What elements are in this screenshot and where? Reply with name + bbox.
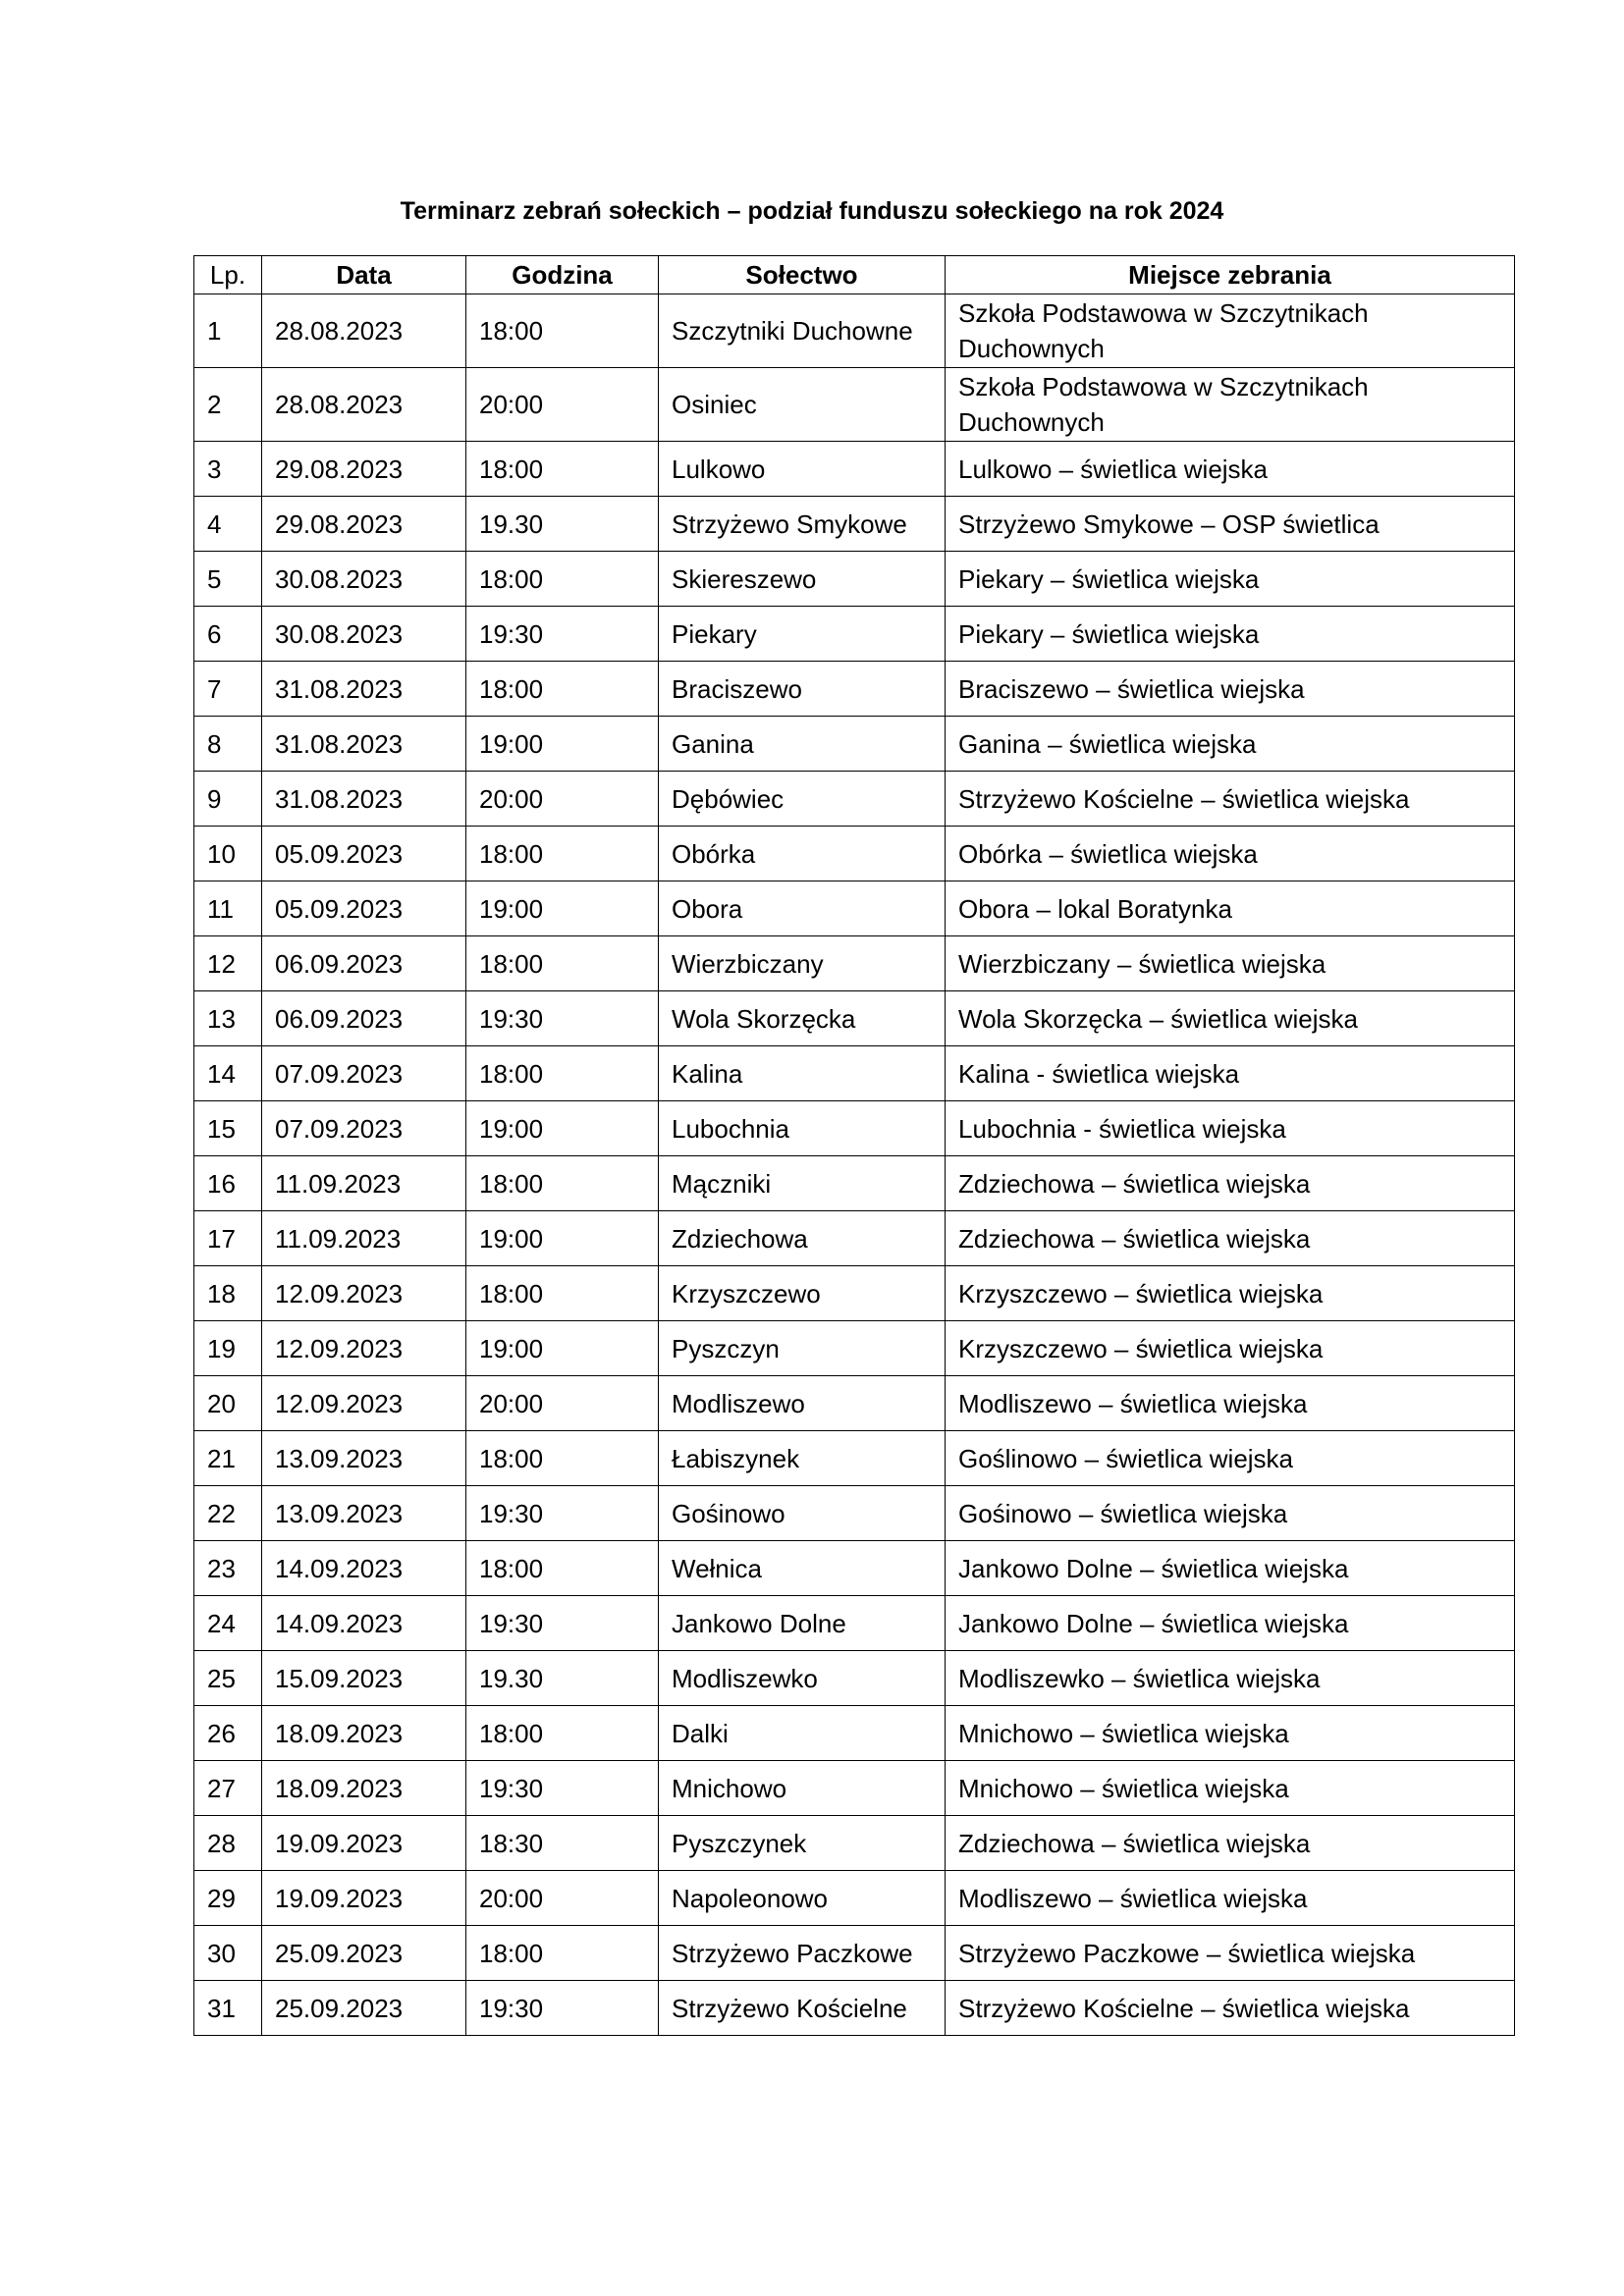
table-row bbox=[194, 1596, 1515, 1651]
cell-village: Dalki bbox=[659, 1706, 946, 1761]
cell-date: 12.09.2023 bbox=[262, 1376, 466, 1431]
cell-time: 18:00 bbox=[466, 1431, 659, 1486]
table-row bbox=[194, 772, 1515, 827]
cell-lp: 14 bbox=[194, 1046, 262, 1101]
table-row bbox=[194, 1981, 1515, 2036]
cell-village: Gośinowo bbox=[659, 1486, 946, 1541]
cell-date: 28.08.2023 bbox=[262, 368, 466, 442]
cell-date: 11.09.2023 bbox=[262, 1156, 466, 1211]
cell-time: 19.30 bbox=[466, 497, 659, 552]
table-row bbox=[194, 1321, 1515, 1376]
cell-date: 25.09.2023 bbox=[262, 1926, 466, 1981]
cell-place: Strzyżewo Smykowe – OSP świetlica bbox=[946, 497, 1515, 552]
cell-village: Obora bbox=[659, 881, 946, 936]
table-row bbox=[194, 1871, 1515, 1926]
table-row bbox=[194, 1266, 1515, 1321]
cell-village: Wola Skorzęcka bbox=[659, 991, 946, 1046]
cell-lp: 7 bbox=[194, 662, 262, 717]
cell-place: Zdziechowa – świetlica wiejska bbox=[946, 1156, 1515, 1211]
cell-time: 20:00 bbox=[466, 1871, 659, 1926]
cell-time: 20:00 bbox=[466, 772, 659, 827]
cell-village: Napoleonowo bbox=[659, 1871, 946, 1926]
cell-village: Krzyszczewo bbox=[659, 1266, 946, 1321]
cell-date: 11.09.2023 bbox=[262, 1211, 466, 1266]
cell-lp: 13 bbox=[194, 991, 262, 1046]
cell-lp: 27 bbox=[194, 1761, 262, 1816]
header-date: Data bbox=[262, 256, 466, 294]
table-row bbox=[194, 1651, 1515, 1706]
cell-time: 19:30 bbox=[466, 1981, 659, 2036]
cell-date: 14.09.2023 bbox=[262, 1541, 466, 1596]
cell-date: 30.08.2023 bbox=[262, 552, 466, 607]
cell-place: Modliszewo – świetlica wiejska bbox=[946, 1376, 1515, 1431]
cell-village: Dębówiec bbox=[659, 772, 946, 827]
cell-date: 12.09.2023 bbox=[262, 1321, 466, 1376]
cell-village: Mączniki bbox=[659, 1156, 946, 1211]
cell-place: Zdziechowa – świetlica wiejska bbox=[946, 1211, 1515, 1266]
cell-lp: 9 bbox=[194, 772, 262, 827]
cell-time: 19:00 bbox=[466, 881, 659, 936]
cell-time: 18:30 bbox=[466, 1816, 659, 1871]
cell-place: Strzyżewo Kościelne – świetlica wiejska bbox=[946, 772, 1515, 827]
cell-lp: 22 bbox=[194, 1486, 262, 1541]
cell-date: 28.08.2023 bbox=[262, 294, 466, 368]
cell-place: Lubochnia - świetlica wiejska bbox=[946, 1101, 1515, 1156]
cell-village: Wełnica bbox=[659, 1541, 946, 1596]
table-row bbox=[194, 442, 1515, 497]
cell-time: 18:00 bbox=[466, 827, 659, 881]
cell-lp: 6 bbox=[194, 607, 262, 662]
cell-lp: 8 bbox=[194, 717, 262, 772]
cell-lp: 5 bbox=[194, 552, 262, 607]
cell-time: 19:00 bbox=[466, 1101, 659, 1156]
table-row bbox=[194, 1761, 1515, 1816]
table-body bbox=[194, 294, 1515, 2036]
table-row bbox=[194, 1046, 1515, 1101]
cell-place: Obora – lokal Boratynka bbox=[946, 881, 1515, 936]
cell-lp: 17 bbox=[194, 1211, 262, 1266]
cell-time: 18:00 bbox=[466, 662, 659, 717]
cell-date: 31.08.2023 bbox=[262, 662, 466, 717]
cell-village: Lulkowo bbox=[659, 442, 946, 497]
cell-time: 19:00 bbox=[466, 1321, 659, 1376]
cell-place: Zdziechowa – świetlica wiejska bbox=[946, 1816, 1515, 1871]
table-row bbox=[194, 1486, 1515, 1541]
cell-lp: 31 bbox=[194, 1981, 262, 2036]
cell-date: 06.09.2023 bbox=[262, 991, 466, 1046]
cell-village: Strzyżewo Smykowe bbox=[659, 497, 946, 552]
cell-lp: 15 bbox=[194, 1101, 262, 1156]
cell-village: Kalina bbox=[659, 1046, 946, 1101]
cell-date: 13.09.2023 bbox=[262, 1486, 466, 1541]
header-row bbox=[194, 256, 1515, 294]
cell-time: 19.30 bbox=[466, 1651, 659, 1706]
table-row bbox=[194, 294, 1515, 368]
cell-time: 18:00 bbox=[466, 1266, 659, 1321]
cell-village: Lubochnia bbox=[659, 1101, 946, 1156]
cell-time: 18:00 bbox=[466, 1706, 659, 1761]
cell-place: Piekary – świetlica wiejska bbox=[946, 552, 1515, 607]
cell-lp: 10 bbox=[194, 827, 262, 881]
cell-date: 19.09.2023 bbox=[262, 1871, 466, 1926]
cell-date: 13.09.2023 bbox=[262, 1431, 466, 1486]
cell-place: Strzyżewo Paczkowe – świetlica wiejska bbox=[946, 1926, 1515, 1981]
cell-time: 19:30 bbox=[466, 607, 659, 662]
table-row bbox=[194, 662, 1515, 717]
table-row bbox=[194, 1706, 1515, 1761]
table-row bbox=[194, 991, 1515, 1046]
table-row bbox=[194, 552, 1515, 607]
table-row bbox=[194, 497, 1515, 552]
cell-place: Krzyszczewo – świetlica wiejska bbox=[946, 1321, 1515, 1376]
cell-time: 18:00 bbox=[466, 442, 659, 497]
cell-lp: 18 bbox=[194, 1266, 262, 1321]
cell-place: Mnichowo – świetlica wiejska bbox=[946, 1706, 1515, 1761]
cell-time: 18:00 bbox=[466, 552, 659, 607]
table-row bbox=[194, 936, 1515, 991]
cell-place: Lulkowo – świetlica wiejska bbox=[946, 442, 1515, 497]
header-time: Godzina bbox=[466, 256, 659, 294]
cell-date: 05.09.2023 bbox=[262, 881, 466, 936]
cell-time: 18:00 bbox=[466, 1046, 659, 1101]
cell-date: 25.09.2023 bbox=[262, 1981, 466, 2036]
cell-time: 19:30 bbox=[466, 991, 659, 1046]
cell-date: 29.08.2023 bbox=[262, 442, 466, 497]
cell-date: 30.08.2023 bbox=[262, 607, 466, 662]
meeting-schedule-table bbox=[193, 255, 1515, 2036]
cell-date: 18.09.2023 bbox=[262, 1706, 466, 1761]
cell-time: 20:00 bbox=[466, 368, 659, 442]
cell-date: 18.09.2023 bbox=[262, 1761, 466, 1816]
cell-place: Wola Skorzęcka – świetlica wiejska bbox=[946, 991, 1515, 1046]
cell-place: Obórka – świetlica wiejska bbox=[946, 827, 1515, 881]
table-row bbox=[194, 1926, 1515, 1981]
cell-date: 31.08.2023 bbox=[262, 772, 466, 827]
cell-lp: 3 bbox=[194, 442, 262, 497]
cell-place: Strzyżewo Kościelne – świetlica wiejska bbox=[946, 1981, 1515, 2036]
cell-village: Piekary bbox=[659, 607, 946, 662]
cell-time: 19:30 bbox=[466, 1761, 659, 1816]
cell-place: Wierzbiczany – świetlica wiejska bbox=[946, 936, 1515, 991]
cell-village: Pyszczyn bbox=[659, 1321, 946, 1376]
cell-date: 15.09.2023 bbox=[262, 1651, 466, 1706]
cell-village: Modliszewo bbox=[659, 1376, 946, 1431]
cell-date: 29.08.2023 bbox=[262, 497, 466, 552]
cell-date: 07.09.2023 bbox=[262, 1101, 466, 1156]
cell-lp: 30 bbox=[194, 1926, 262, 1981]
cell-village: Pyszczynek bbox=[659, 1816, 946, 1871]
cell-lp: 16 bbox=[194, 1156, 262, 1211]
cell-lp: 28 bbox=[194, 1816, 262, 1871]
cell-lp: 24 bbox=[194, 1596, 262, 1651]
cell-lp: 2 bbox=[194, 368, 262, 442]
cell-place: Jankowo Dolne – świetlica wiejska bbox=[946, 1541, 1515, 1596]
table-row bbox=[194, 1156, 1515, 1211]
cell-village: Strzyżewo Paczkowe bbox=[659, 1926, 946, 1981]
cell-time: 19:30 bbox=[466, 1486, 659, 1541]
cell-village: Skiereszewo bbox=[659, 552, 946, 607]
cell-lp: 25 bbox=[194, 1651, 262, 1706]
cell-time: 18:00 bbox=[466, 1926, 659, 1981]
cell-lp: 23 bbox=[194, 1541, 262, 1596]
cell-time: 18:00 bbox=[466, 1156, 659, 1211]
table-row bbox=[194, 1101, 1515, 1156]
cell-date: 31.08.2023 bbox=[262, 717, 466, 772]
cell-village: Zdziechowa bbox=[659, 1211, 946, 1266]
cell-time: 18:00 bbox=[466, 1541, 659, 1596]
cell-place: Krzyszczewo – świetlica wiejska bbox=[946, 1266, 1515, 1321]
cell-place: Braciszewo – świetlica wiejska bbox=[946, 662, 1515, 717]
cell-place: Ganina – świetlica wiejska bbox=[946, 717, 1515, 772]
table-row bbox=[194, 1431, 1515, 1486]
header-village: Sołectwo bbox=[659, 256, 946, 294]
header-place: Miejsce zebrania bbox=[946, 256, 1515, 294]
cell-time: 20:00 bbox=[466, 1376, 659, 1431]
cell-village: Osiniec bbox=[659, 368, 946, 442]
cell-date: 06.09.2023 bbox=[262, 936, 466, 991]
cell-date: 14.09.2023 bbox=[262, 1596, 466, 1651]
cell-date: 05.09.2023 bbox=[262, 827, 466, 881]
cell-lp: 4 bbox=[194, 497, 262, 552]
cell-place: Jankowo Dolne – świetlica wiejska bbox=[946, 1596, 1515, 1651]
table-row bbox=[194, 1376, 1515, 1431]
cell-village: Obórka bbox=[659, 827, 946, 881]
cell-time: 18:00 bbox=[466, 294, 659, 368]
cell-place: Goślinowo – świetlica wiejska bbox=[946, 1431, 1515, 1486]
cell-time: 19:00 bbox=[466, 717, 659, 772]
cell-time: 18:00 bbox=[466, 936, 659, 991]
table-row bbox=[194, 717, 1515, 772]
cell-lp: 19 bbox=[194, 1321, 262, 1376]
cell-place: Gośinowo – świetlica wiejska bbox=[946, 1486, 1515, 1541]
cell-place: Modliszewo – świetlica wiejska bbox=[946, 1871, 1515, 1926]
cell-place: Modliszewko – świetlica wiejska bbox=[946, 1651, 1515, 1706]
cell-village: Jankowo Dolne bbox=[659, 1596, 946, 1651]
cell-lp: 29 bbox=[194, 1871, 262, 1926]
cell-place: Szkoła Podstawowa w Szczytnikach Duchownych bbox=[946, 368, 1515, 442]
cell-village: Modliszewko bbox=[659, 1651, 946, 1706]
table-row bbox=[194, 1211, 1515, 1266]
cell-date: 07.09.2023 bbox=[262, 1046, 466, 1101]
cell-lp: 26 bbox=[194, 1706, 262, 1761]
cell-time: 19:00 bbox=[466, 1211, 659, 1266]
cell-village: Ganina bbox=[659, 717, 946, 772]
cell-village: Strzyżewo Kościelne bbox=[659, 1981, 946, 2036]
cell-place: Piekary – świetlica wiejska bbox=[946, 607, 1515, 662]
cell-village: Szczytniki Duchowne bbox=[659, 294, 946, 368]
cell-village: Braciszewo bbox=[659, 662, 946, 717]
page-title: Terminarz zebrań sołeckich – podział funduszu sołeckiego na rok 2024 bbox=[400, 197, 1224, 225]
cell-place: Mnichowo – świetlica wiejska bbox=[946, 1761, 1515, 1816]
cell-lp: 12 bbox=[194, 936, 262, 991]
cell-village: Łabiszynek bbox=[659, 1431, 946, 1486]
header-lp: Lp. bbox=[194, 256, 262, 294]
table-row bbox=[194, 1816, 1515, 1871]
cell-lp: 11 bbox=[194, 881, 262, 936]
cell-lp: 20 bbox=[194, 1376, 262, 1431]
table-row bbox=[194, 1541, 1515, 1596]
table-row bbox=[194, 368, 1515, 442]
cell-date: 19.09.2023 bbox=[262, 1816, 466, 1871]
cell-village: Wierzbiczany bbox=[659, 936, 946, 991]
cell-time: 19:30 bbox=[466, 1596, 659, 1651]
table-row bbox=[194, 827, 1515, 881]
cell-lp: 1 bbox=[194, 294, 262, 368]
table-row bbox=[194, 607, 1515, 662]
cell-lp: 21 bbox=[194, 1431, 262, 1486]
cell-village: Mnichowo bbox=[659, 1761, 946, 1816]
table-row bbox=[194, 881, 1515, 936]
cell-date: 12.09.2023 bbox=[262, 1266, 466, 1321]
cell-place: Szkoła Podstawowa w Szczytnikach Duchownych bbox=[946, 294, 1515, 368]
cell-place: Kalina - świetlica wiejska bbox=[946, 1046, 1515, 1101]
